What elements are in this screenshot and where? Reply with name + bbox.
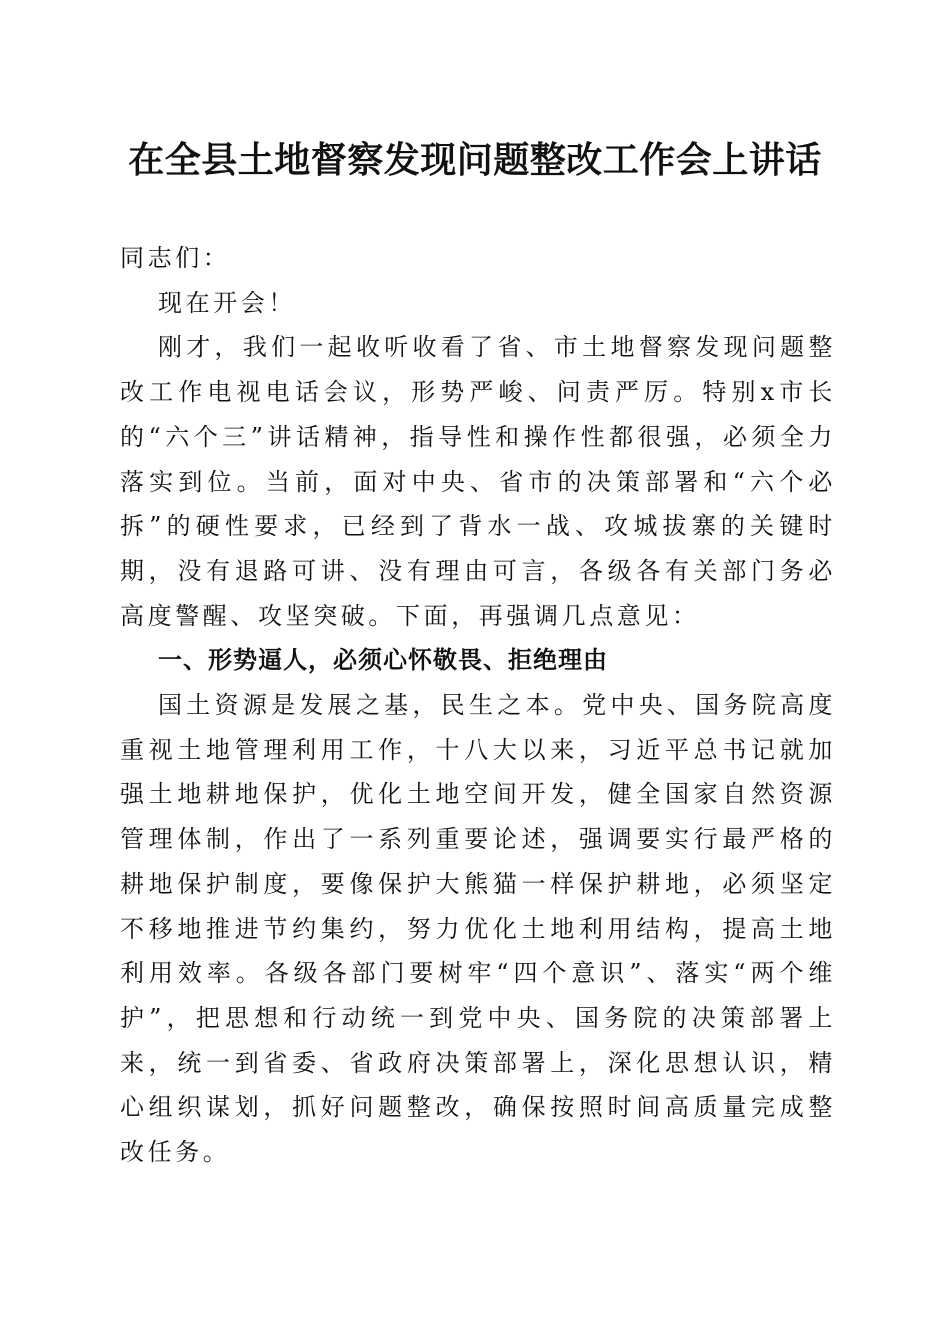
document-title: 在全县土地督察发现问题整改工作会上讲话: [128, 140, 822, 181]
salutation: 同志们：: [120, 244, 231, 272]
paragraph-opening: 现在开会！: [158, 288, 296, 317]
section-paragraph: 国土资源是发展之基，民生之本。党中央、国务院高度重视土地管理利用工作，十八大以来，习近平总书记就加强土地耕地保护，优化土地空间开发，健全国家自然资源管理体制，作出了一系列重要论述，强调要实行最严格的耕地保护制度，要像保护大熊猫一样保护耕地，必须坚定不移地推进节约集约，努力优化土地利用结构，提高土地利用效率。各级各部门要树牢“四个意识”、落实“两个维护”，把思想和行动统一到党中央、国务院的决策部署上来，统一到省委、省政府决策部署上，深化思想认识，精心组织谋划，抓好问题整改，确保按照时间高质量完成整改任务。: [120, 691, 836, 1167]
section-heading: 一、形势逼人，必须心怀敬畏、拒绝理由: [158, 646, 608, 675]
paragraph-intro: 刚才，我们一起收听收看了省、市土地督察发现问题整改工作电视电话会议，形势严峻、问责严厉。特别x市长的“六个三”讲话精神，指导性和操作性都很强，必须全力落实到位。当前，面对中央、省市的决策部署和“六个必拆”的硬性要求，已经到了背水一战、攻城拔寨的关键时期，没有退路可讲、没有理由可言，各级各有关部门务必高度警醒、攻坚突破。下面，再强调几点意见：: [120, 333, 836, 630]
document-body: [120, 236, 836, 1175]
